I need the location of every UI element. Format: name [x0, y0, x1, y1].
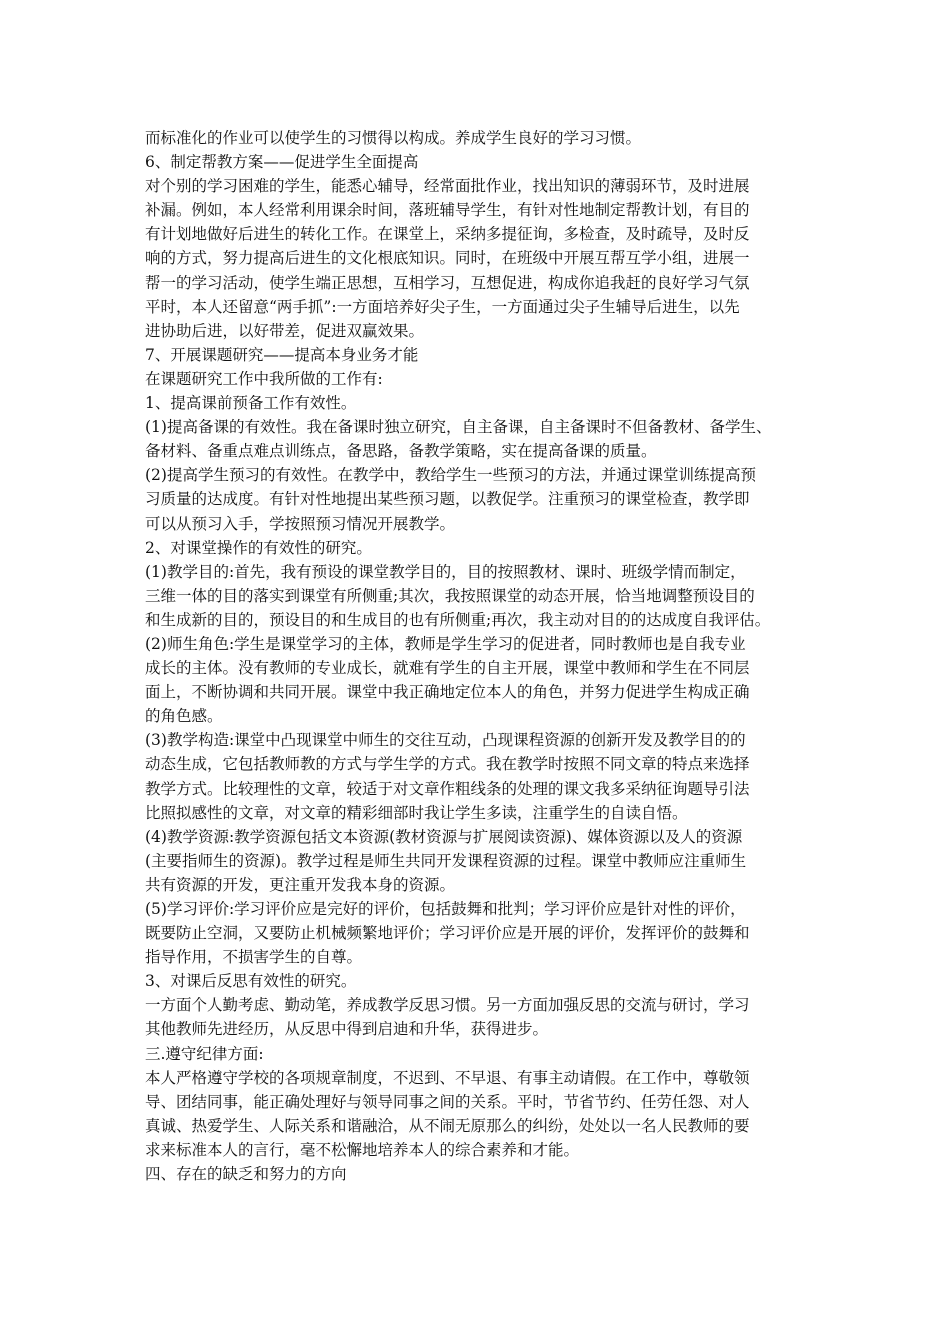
text-line: 既要防止空洞，又要防止机械频繁地评价；学习评价应是开展的评价，发挥评价的鼓舞和	[145, 924, 750, 943]
text-line: 在课题研究工作中我所做的工作有:	[145, 369, 383, 388]
text-line: 进协助后进，以好带差，促进双赢效果。	[145, 321, 425, 340]
text-line: 教学方式。比较理性的文章，较适于对文章作粗线条的处理的课文我多采纳征询题导引法	[145, 779, 750, 798]
text-line: 补漏。例如，本人经常利用课余时间，落班辅导学生，有针对性地制定帮教计划，有目的	[145, 201, 750, 220]
text-line: (2)师生角色:学生是课堂学习的主体，教师是学生学习的促进者，同时教师也是自我专业	[145, 634, 746, 653]
text-line: 3、对课后反思有效性的研究。	[145, 972, 357, 991]
text-line: 2、对课堂操作的有效性的研究。	[145, 538, 372, 557]
text-line: 三维一体的目的落实到课堂有所侧重;其次，我按照课堂的动态开展，恰当地调整预设目的	[145, 586, 755, 605]
text-line: 四、存在的缺乏和努力的方向	[145, 1165, 347, 1184]
text-line: 有计划地做好后进生的转化工作。在课堂上，采纳多提征询，多检查，及时疏导，及时反	[145, 225, 750, 244]
document-body	[145, 126, 815, 1186]
text-line: 其他教师先进经历，从反思中得到启迪和升华，获得进步。	[145, 1020, 549, 1039]
text-line: 动态生成，它包括教师教的方式与学生学的方式。我在教学时按照不同文章的特点来选择	[145, 755, 750, 774]
text-line: 1、提高课前预备工作有效性。	[145, 394, 357, 413]
text-line: (1)提高备课的有效性。我在备课时独立研究，自主备课，自主备课时不但备教材、备学生、	[145, 418, 772, 437]
text-line: 7、开展课题研究——提高本身业务才能	[145, 345, 419, 364]
text-line: 三.遵守纪律方面:	[145, 1044, 264, 1063]
text-line: (5)学习评价:学习评价应是完好的评价，包括鼓舞和批判；学习评价应是针对性的评价，	[145, 900, 746, 918]
text-line: (4)教学资源:教学资源包括文本资源(教材资源与扩展阅读资源)、媒体资源以及人的资源	[145, 827, 743, 846]
text-line: 面上，不断协调和共同开展。课堂中我正确地定位本人的角色，并努力促进学生构成正确	[145, 683, 750, 702]
text-line: 6、制定帮教方案——促进学生全面提高	[145, 153, 419, 172]
text-line: (3)教学构造:课堂中凸现课堂中师生的交往互动，凸现课程资源的创新开发及教学目的的	[145, 731, 746, 750]
text-line: 成长的主体。没有教师的专业成长，就难有学生的自主开展，课堂中教师和学生在不同层	[145, 659, 750, 678]
text-line: 备材料、备重点难点训练点，备思路，备教学策略，实在提高备课的质量。	[145, 442, 657, 461]
text-line: 而标准化的作业可以使学生的习惯得以构成。养成学生良好的学习习惯。	[145, 129, 642, 147]
text-line: 指导作用，不损害学生的自尊。	[145, 948, 363, 967]
text-line: 的角色感。	[145, 707, 223, 726]
text-line: (主要指师生的资源)。教学过程是师生共同开发课程资源的过程。课堂中教师应注重师生	[145, 851, 747, 870]
text-line: (1)教学目的:首先，我有预设的课堂教学目的，目的按照教材、课时、班级学情而制定，	[145, 562, 746, 581]
text-line: (2)提高学生预习的有效性。在教学中，教给学生一些预习的方法，并通过课堂训练提高预	[145, 466, 756, 485]
text-line: 一方面个人勤考虑、勤动笔，养成教学反思习惯。另一方面加强反思的交流与研讨，学习	[145, 996, 750, 1015]
text-line: 真诚、热爱学生、人际关系和谐融洽，从不闹无原那么的纠纷，处处以一名人民教师的要	[145, 1116, 750, 1135]
text-line: 习质量的达成度。有针对性地提出某些预习题，以教促学。注重预习的课堂检查，教学即	[145, 490, 750, 509]
text-line: 和生成新的目的，预设目的和生成目的也有所侧重;再次，我主动对目的的达成度自我评估。	[145, 610, 771, 629]
text-line: 求来标准本人的言行，毫不松懈地培养本人的综合素养和才能。	[145, 1140, 580, 1159]
text-line: 可以从预习入手，学按照预习情况开展教学。	[145, 514, 456, 533]
text-line: 共有资源的开发，更注重开发我本身的资源。	[145, 875, 456, 894]
text-line: 响的方式，努力提高后进生的文化根底知识。同时，在班级中开展互帮互学小组，进展一	[145, 249, 750, 268]
text-line: 比照拟感性的文章，对文章的精彩细部时我让学生多读，注重学生的自读自悟。	[145, 803, 688, 822]
text-line: 帮一的学习活动，使学生端正思想，互相学习，互想促进，构成你追我赶的良好学习气氛	[145, 273, 750, 292]
text-line: 平时，本人还留意“两手抓”:一方面培养好尖子生，一方面通过尖子生辅导后进生，以先	[145, 297, 740, 316]
text-line: 对个别的学习困难的学生，能悉心辅导，经常面批作业，找出知识的薄弱环节，及时进展	[145, 177, 750, 196]
text-line: 本人严格遵守学校的各项规章制度，不迟到、不早退、有事主动请假。在工作中，尊敬领	[145, 1068, 750, 1087]
text-line: 导、团结同事，能正确处理好与领导同事之间的关系。平时，节省节约、任劳任怨、对人	[145, 1092, 750, 1111]
